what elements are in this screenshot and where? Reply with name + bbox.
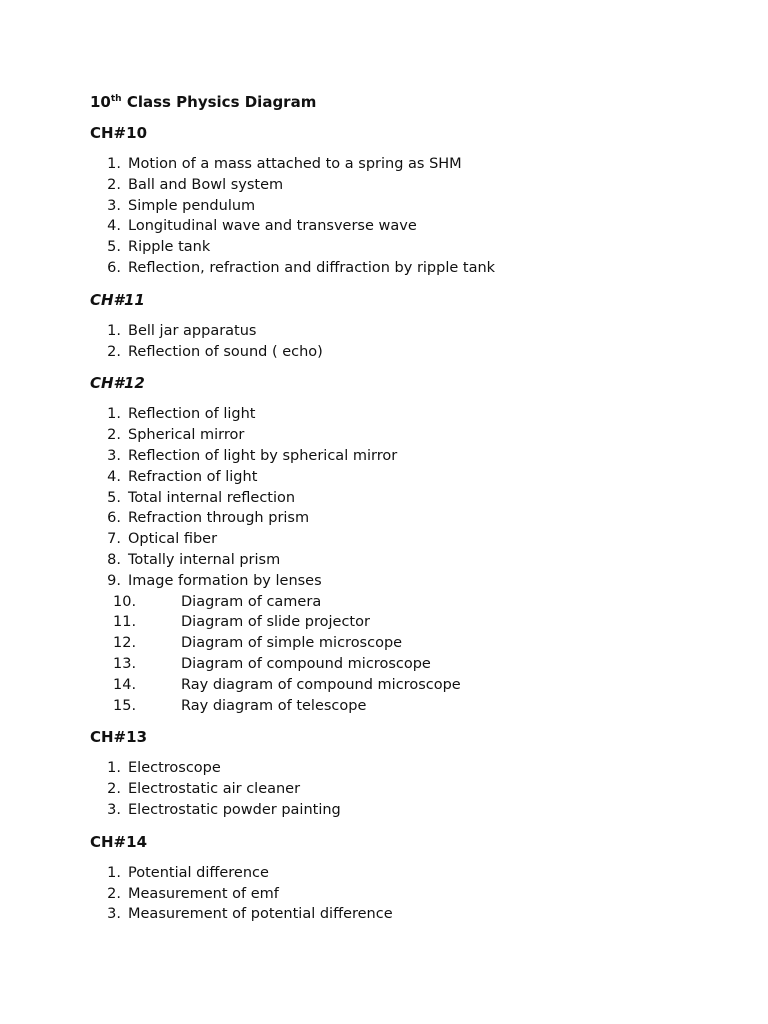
list-text: Electrostatic powder painting [128,801,341,818]
list-item [90,154,768,175]
list-number: 5. [107,239,121,256]
list-text: Bell jar apparatus [128,322,257,339]
list-item [90,758,768,779]
chapter-heading: CH#14 [90,832,148,851]
list-item [90,904,768,925]
list-text: Electroscope [128,760,221,777]
list-number: 4. [107,468,121,485]
list-text: Totally internal prism [128,551,281,568]
list-text: Refraction through prism [128,510,310,527]
list-item [90,592,768,613]
list-text: Motion of a mass attached to a spring as SHM [128,156,462,172]
title-superscript: th [110,94,122,104]
list-text: Diagram of slide projector [181,614,370,631]
list-item [90,342,768,363]
list-text: Potential difference [128,864,269,881]
list-item [90,321,768,342]
list-text: Diagram of camera [181,593,322,610]
list-item [90,425,768,446]
list-number: 5. [107,489,121,506]
list-text: Reflection of light [128,406,256,423]
list-item [90,529,768,550]
list-text: Total internal reflection [128,489,296,506]
list-item [90,612,768,633]
list-item [90,446,768,467]
chapter-ch10 [90,123,768,279]
list-number: 15. [113,697,137,714]
list-number: 2. [107,427,121,444]
list-number: 1. [107,760,121,777]
list-item [90,675,768,696]
list-number: 2. [107,885,121,902]
title-rest: Class Physics Diagram [121,93,317,111]
chapter-heading: CH#10 [90,124,148,142]
list-item [90,216,768,237]
list-item [90,258,768,279]
list-number: 12. [113,635,137,652]
chapter-list [90,863,768,925]
list-item [90,488,768,509]
list-number: 3. [107,447,121,464]
chapter-ch12 [90,373,768,716]
list-text: Diagram of simple microscope [181,635,403,652]
list-item [90,508,768,529]
list-text: Measurement of potential difference [128,906,393,923]
list-number: 4. [107,218,121,235]
list-number: 2. [107,343,121,360]
list-text: Electrostatic air cleaner [128,781,301,798]
list-number: 3. [107,906,121,923]
list-item [90,696,768,717]
list-text: Reflection of light by spherical mirror [128,447,398,464]
list-text: Measurement of emf [128,885,279,902]
list-item [90,467,768,488]
chapter-list [90,154,768,279]
chapter-heading: CH#11 [90,290,145,309]
list-number: 8. [107,551,121,568]
document-title [90,92,768,112]
list-item [90,175,768,196]
chapter-heading: CH#12 [90,374,145,393]
list-item [90,654,768,675]
list-item [90,196,768,217]
list-item [90,237,768,258]
list-item [90,633,768,654]
list-number: 1. [107,156,121,172]
list-item [90,571,768,592]
chapter-ch13 [90,727,768,820]
list-text: Simple pendulum [128,197,256,214]
list-number: 2. [107,781,121,798]
list-text: Spherical mirror [128,427,245,444]
list-text: Diagram of compound microscope [181,655,431,672]
list-number: 9. [107,572,121,589]
list-text: Ray diagram of telescope [181,697,367,714]
list-number: 7. [107,531,121,548]
list-number: 3. [107,801,121,818]
chapter-heading: CH#13 [90,728,148,747]
list-text: Longitudinal wave and transverse wave [128,218,417,235]
list-number: 11. [113,614,137,631]
chapter-list [90,404,768,716]
list-text: Reflection, refraction and diffraction by ripple tank [128,259,496,276]
list-number: 10. [113,593,137,610]
list-number: 6. [107,510,121,527]
list-number: 1. [107,322,121,339]
list-text: Image formation by lenses [128,572,322,589]
list-number: 3. [107,197,121,214]
list-number: 13. [113,655,137,672]
list-text: Ripple tank [128,239,211,256]
chapter-list [90,758,768,820]
list-item [90,800,768,821]
list-item [90,550,768,571]
list-number: 14. [113,676,137,693]
list-item [90,404,768,425]
list-text: Reflection of sound ( echo) [128,343,323,360]
list-item [90,863,768,884]
list-number: 6. [107,259,121,276]
list-number: 2. [107,176,121,193]
list-text: Ball and Bowl system [128,176,284,193]
list-number: 1. [107,864,121,881]
chapter-list [90,321,768,363]
list-item [90,884,768,905]
chapter-ch14 [90,832,768,925]
list-text: Ray diagram of compound microscope [181,676,461,693]
list-text: Optical fiber [128,531,218,548]
title-main: 10 [90,93,111,111]
list-text: Refraction of light [128,468,258,485]
chapter-ch11 [90,290,768,363]
list-number: 1. [107,406,121,423]
list-item [90,779,768,800]
